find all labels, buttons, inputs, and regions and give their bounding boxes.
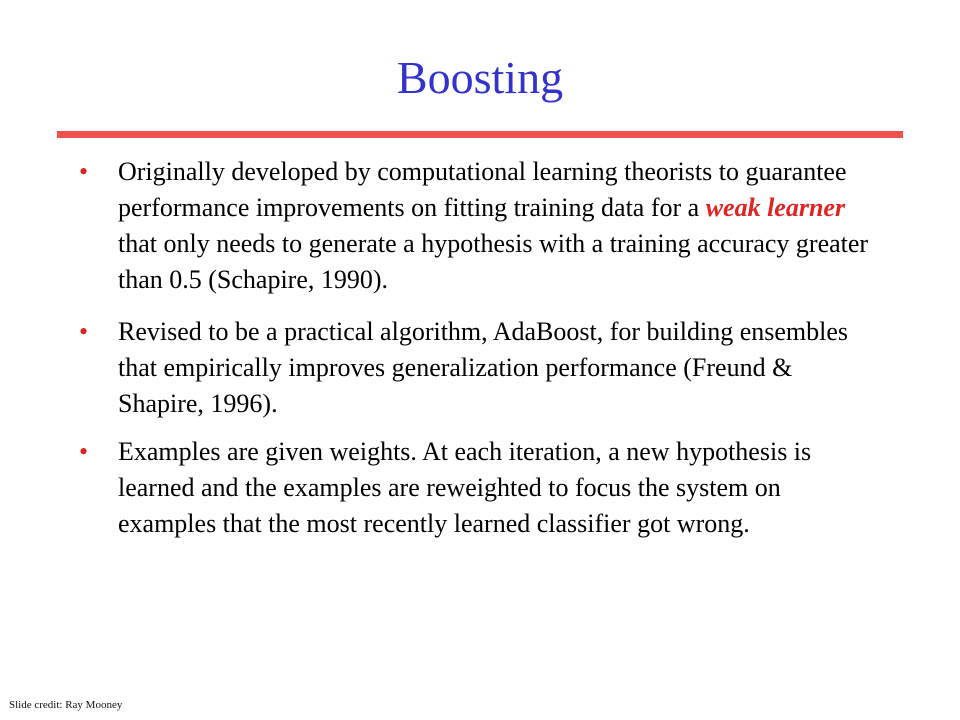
- bullet-text-part: that only needs to generate a hypothesis with a training accuracy greater than 0.5 (Schapire, 1990).: [118, 229, 869, 294]
- bullet-item: [75, 314, 875, 422]
- bullet-text: Examples are given weights. At each iteration, a new hypothesis is learned and the examples are reweighted to focus the system on examples that the most recently learned classifier got wrong.: [118, 437, 812, 538]
- bullet-text: Revised to be a practical algorithm, AdaBoost, for building ensembles that empirically improves generalization performance (Freund & Shapire, 1996).: [118, 317, 849, 418]
- slide-credit: Slide credit: Ray Mooney: [9, 699, 123, 711]
- bullet-marker: •: [79, 157, 89, 186]
- bullet-list: [75, 154, 875, 558]
- slide-title: Boosting: [396, 52, 564, 103]
- emphasized-term: weak learner: [705, 193, 846, 222]
- bullet-item: [75, 434, 875, 542]
- title-divider: [57, 131, 903, 138]
- bullet-marker: •: [79, 317, 89, 346]
- bullet-item: [75, 154, 875, 298]
- bullet-text-part: Originally developed by computational learning theorists to guarantee performance improvements on fitting training data for a: [118, 157, 847, 222]
- bullet-marker: •: [79, 437, 89, 466]
